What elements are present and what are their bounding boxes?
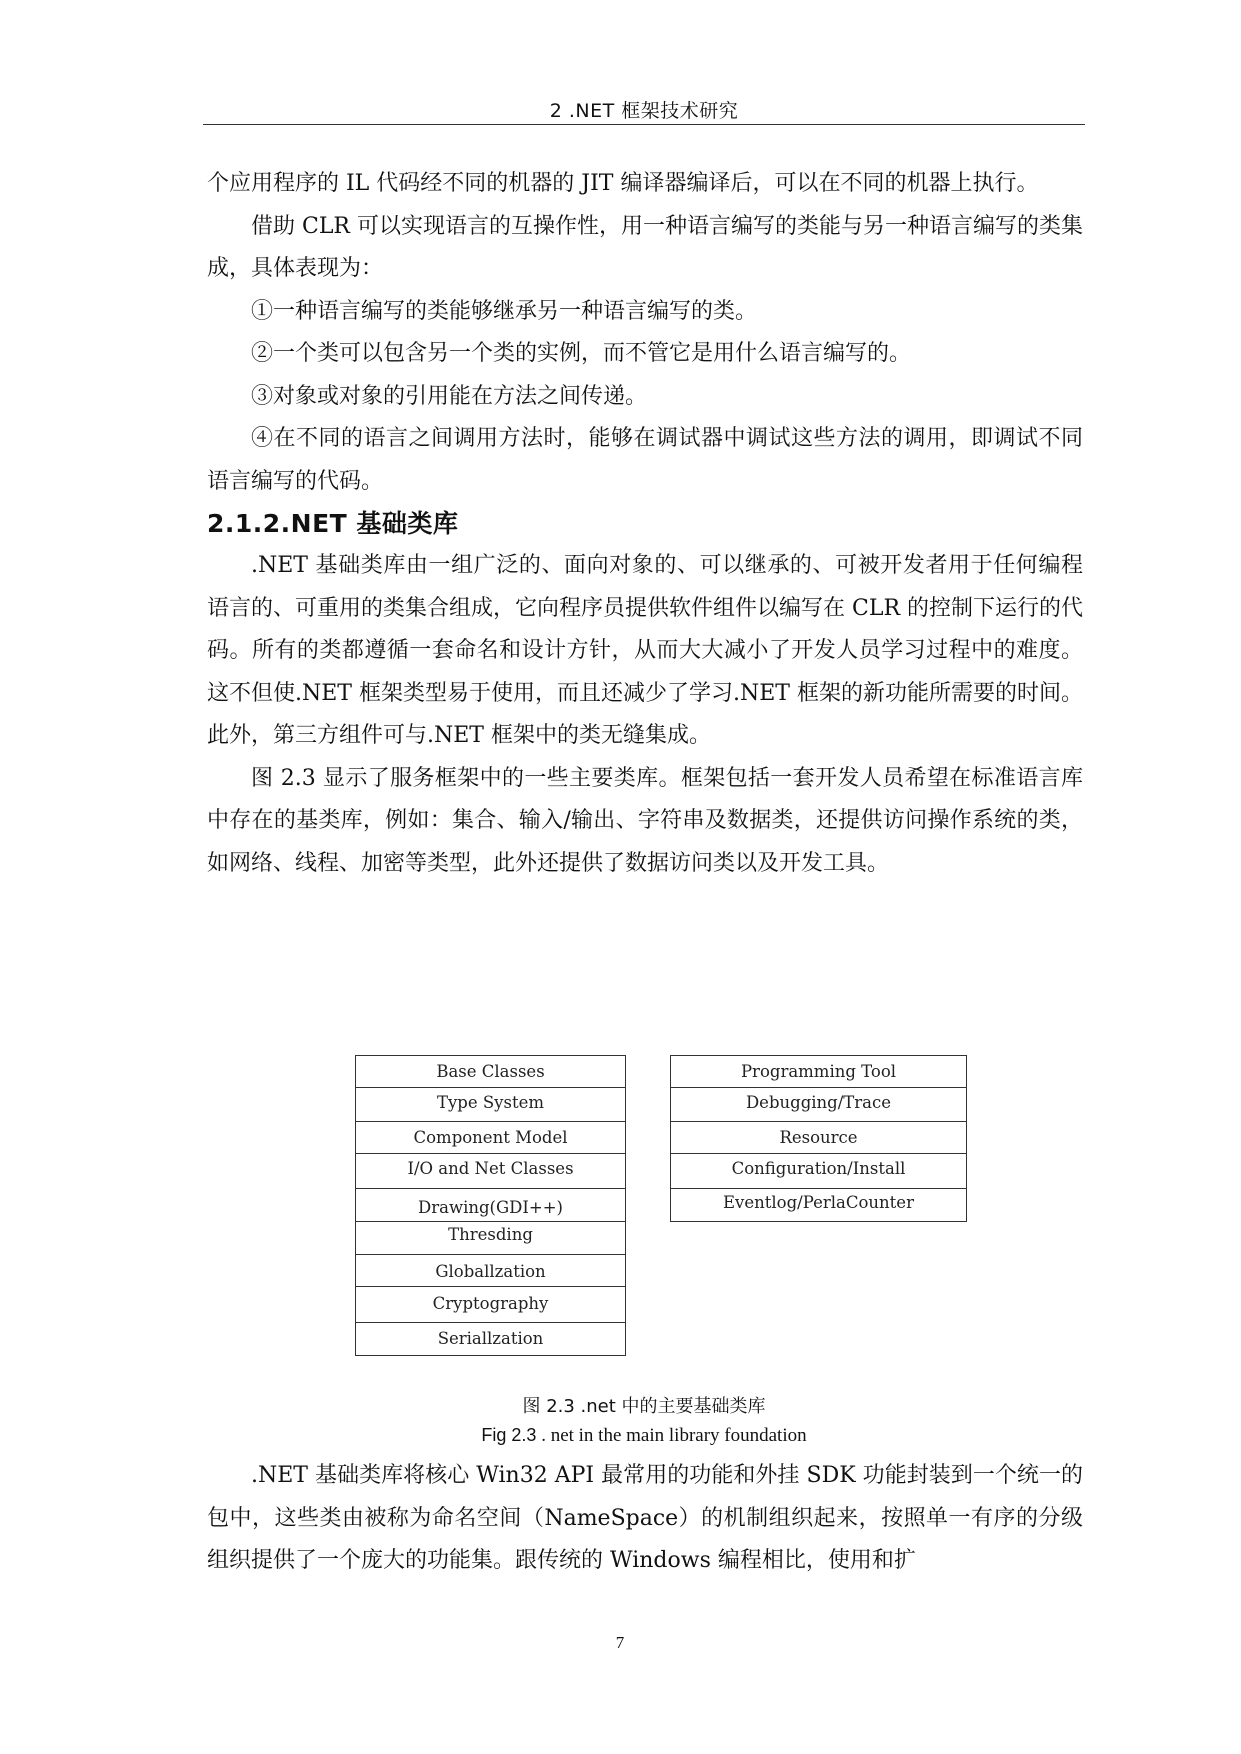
paragraph-namespace: .NET 基础类库将核心 Win32 API 最常用的功能和外挂 SDK 功能封装到一个统一的包中，这些类由被称为命名空间（NameSpace）的机制组织起来，按照单一有序的分级组织提供了一个庞大的功能集。跟传统的 Windows 编程相比，使用和扩 xyxy=(207,1463,1083,1573)
left-column-box xyxy=(355,1055,626,1356)
list-item-4: ④在不同的语言之间调用方法时，能够在调试器中调试这些方法的调用，即调试不同语言编写的代码。 xyxy=(207,426,1083,494)
box-configuration-install: Configuration/Install xyxy=(671,1153,966,1188)
box-base-classes: Base Classes xyxy=(436,1062,545,1081)
box-component-model: Component Model xyxy=(356,1121,625,1153)
list-item-2: ②一个类可以包含另一个类的实例，而不管它是用什么语言编写的。 xyxy=(251,341,912,366)
figure-caption-english xyxy=(203,1425,1085,1447)
paragraph-figure-intro: 图 2.3 显示了服务框架中的一些主要类库。框架包括一套开发人员希望在标准语言库中存在的基类库，例如：集合、输入/输出、字符串及数据类，还提供访问操作系统的类，如网络、线程、加密等类型，此外还提供了数据访问类以及开发工具。 xyxy=(207,765,1083,876)
figure-caption-label: Fig 2.3 xyxy=(481,1425,537,1445)
figure-caption-text: . net in the main library foundation xyxy=(536,1425,807,1446)
box-io-net-classes: I/O and Net Classes xyxy=(356,1153,625,1188)
box-globallzation: Globallzation xyxy=(356,1254,625,1286)
box-cryptography: Cryptography xyxy=(356,1286,625,1322)
box-resource: Resource xyxy=(671,1121,966,1153)
box-drawing: Drawing(GDI++) xyxy=(356,1188,625,1221)
box-programming-tool: Programming Tool xyxy=(740,1062,897,1081)
section-heading: 2.1.2.NET 基础类库 xyxy=(207,509,459,538)
paragraph-continuation: 个应用程序的 IL 代码经不同的机器的 JIT 编译器编译后，可以在不同的机器上执行。 xyxy=(207,171,1039,196)
list-item-3: ③对象或对象的引用能在方法之间传递。 xyxy=(251,383,648,409)
box-seriallzation: Seriallzation xyxy=(356,1322,625,1355)
page-number: 7 xyxy=(615,1633,625,1652)
figure-class-library-diagram xyxy=(355,1055,970,1373)
box-debugging-trace: Debugging/Trace xyxy=(671,1087,966,1121)
bottom-text-block xyxy=(207,1455,1083,1583)
header-rule xyxy=(203,124,1085,125)
top-text-block xyxy=(207,163,1083,885)
figure-caption-chinese: 图 2.3 .net 中的主要基础类库 xyxy=(522,1396,766,1417)
list-item-1: ①一种语言编写的类能够继承另一种语言编写的类。 xyxy=(251,298,758,324)
paragraph-clr-interop: 借助 CLR 可以实现语言的互操作性，用一种语言编写的类能与另一种语言编写的类集成，具体表现为： xyxy=(207,213,1083,281)
right-column-box xyxy=(670,1055,967,1222)
running-header: 2 .NET 框架技术研究 xyxy=(549,100,739,122)
box-type-system: Type System xyxy=(356,1087,625,1121)
box-thresding: Thresding xyxy=(356,1221,625,1254)
paragraph-base-class-library: .NET 基础类库由一组广泛的、面向对象的、可以继承的、可被开发者用于任何编程语言的、可重用的类集合组成，它向程序员提供软件组件以编写在 CLR 的控制下运行的代码。所有的类都遵循一套命名和设计方针，从而大大减小了开发人员学习过程中的难度。这不但使.NET 框架类型易于使用，而且还减少了学习.NET 框架的新功能所需要的时间。此外，第三方组件可与.NET 框架中的类无缝集成。 xyxy=(207,553,1083,748)
box-eventlog: Eventlog/PerlaCounter xyxy=(671,1188,966,1221)
